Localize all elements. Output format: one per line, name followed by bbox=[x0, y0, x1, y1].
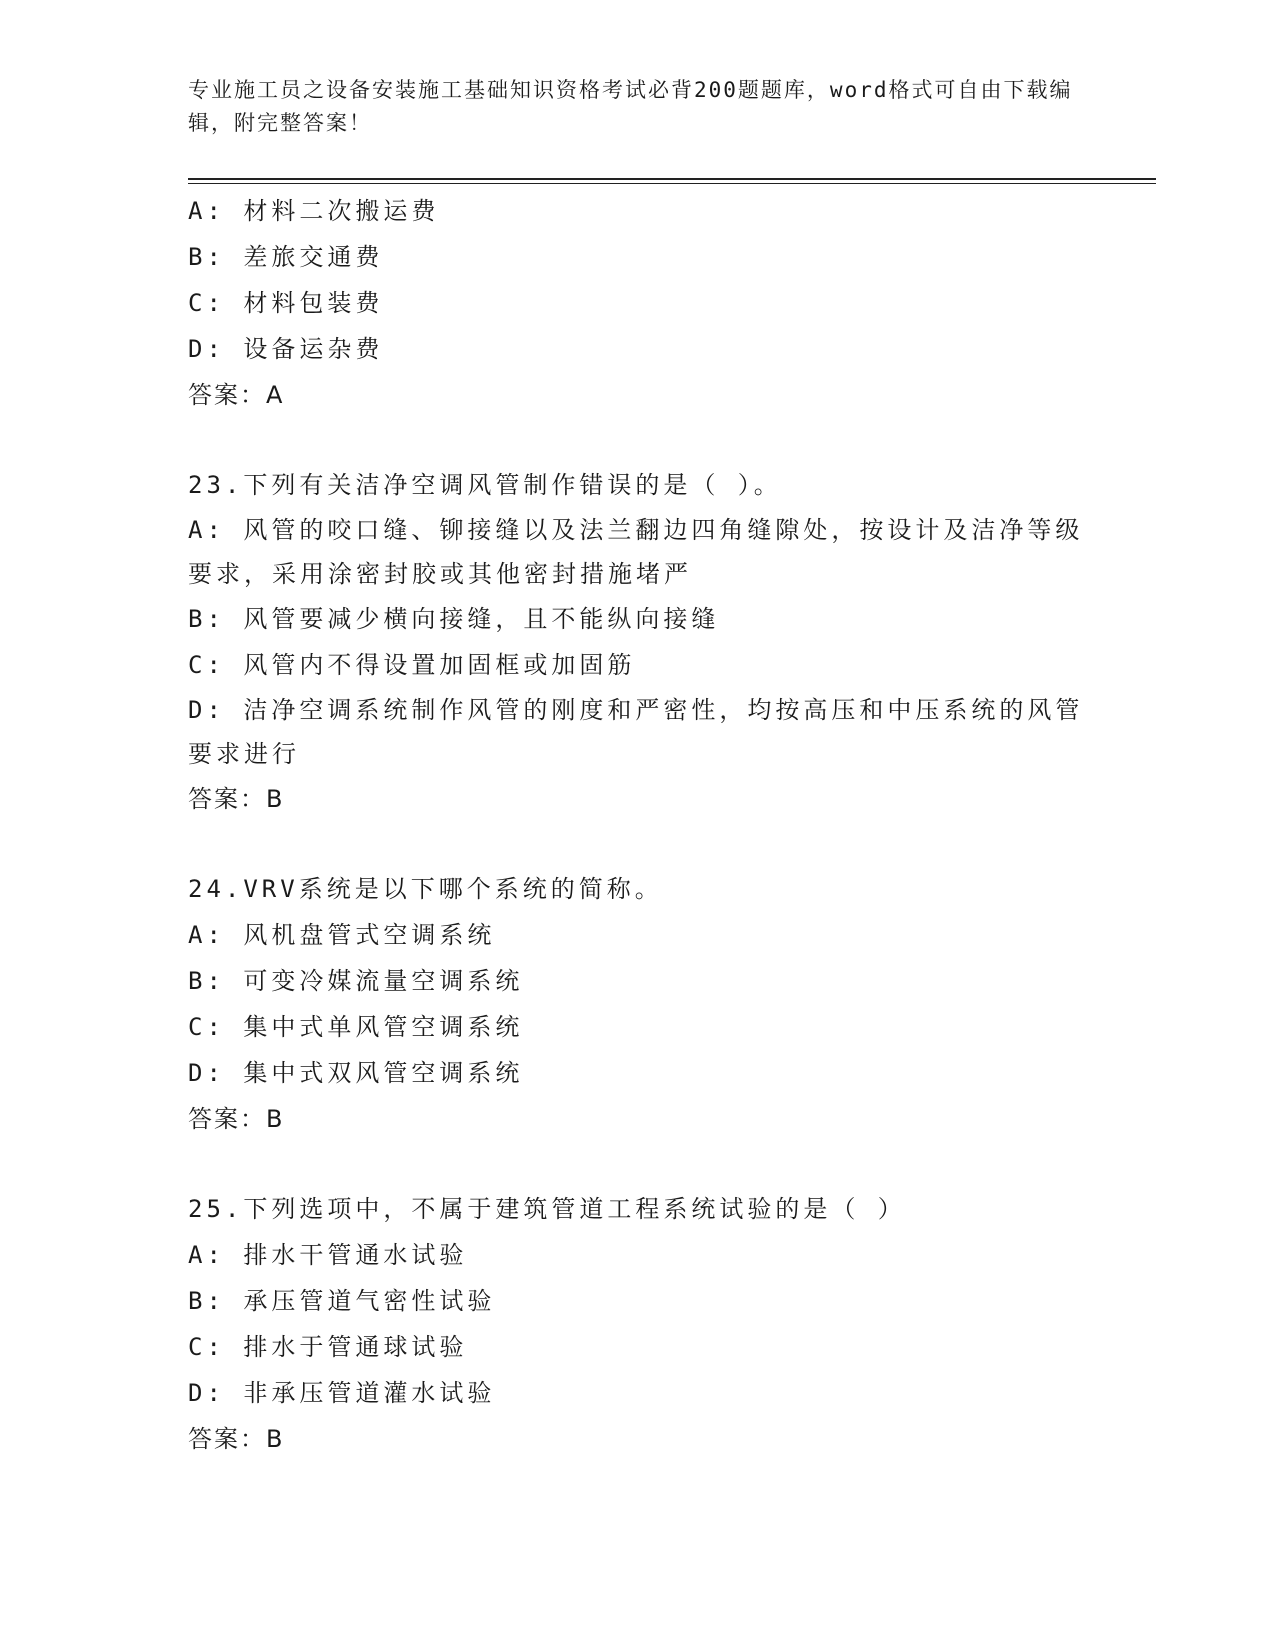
option-b: B: 风管要减少横向接缝，且不能纵向接缝 bbox=[188, 605, 720, 633]
question-stem: 25.下列选项中，不属于建筑管道工程系统试验的是（ ） bbox=[188, 1195, 906, 1223]
option-c: C: 排水于管通球试验 bbox=[188, 1333, 468, 1361]
option-d: D: 设备运杂费 bbox=[188, 335, 384, 363]
option-b: B: 差旅交通费 bbox=[188, 243, 384, 271]
option-d: D: 洁净空调系统制作风管的刚度和严密性，均按高压和中压系统的风管要求进行 bbox=[188, 696, 1084, 768]
option-c: C: 材料包装费 bbox=[188, 289, 384, 317]
question-25 bbox=[188, 1186, 1088, 1462]
question-24 bbox=[188, 866, 1088, 1142]
answer-line: 答案：A bbox=[188, 381, 285, 409]
answer-line: 答案：B bbox=[188, 1425, 285, 1453]
question-stem: 23.下列有关洁净空调风管制作错误的是（ ）。 bbox=[188, 471, 782, 499]
question-content bbox=[188, 188, 1088, 1462]
option-c: C: 集中式单风管空调系统 bbox=[188, 1013, 524, 1041]
option-b: B: 可变冷媒流量空调系统 bbox=[188, 967, 524, 995]
header-rule-thin bbox=[188, 183, 1156, 184]
option-a: A: 风机盘管式空调系统 bbox=[188, 921, 496, 949]
option-a: A: 材料二次搬运费 bbox=[188, 197, 440, 225]
option-a: A: 排水干管通水试验 bbox=[188, 1241, 468, 1269]
option-c: C: 风管内不得设置加固框或加固筋 bbox=[188, 651, 636, 679]
header-rule-thick bbox=[188, 178, 1156, 180]
option-a: A: 风管的咬口缝、铆接缝以及法兰翻边四角缝隙处，按设计及洁净等级要求，采用涂密封胶或其他密封措施堵严 bbox=[188, 516, 1084, 588]
question-stem: 24.VRV系统是以下哪个系统的简称。 bbox=[188, 875, 663, 903]
question-23 bbox=[188, 462, 1088, 822]
option-d: D: 非承压管道灌水试验 bbox=[188, 1379, 496, 1407]
answer-line: 答案：B bbox=[188, 1105, 285, 1133]
option-b: B: 承压管道气密性试验 bbox=[188, 1287, 496, 1315]
answer-line: 答案：B bbox=[188, 785, 285, 813]
option-d: D: 集中式双风管空调系统 bbox=[188, 1059, 524, 1087]
document-header: 专业施工员之设备安装施工基础知识资格考试必背200题题库，word格式可自由下载编辑，附完整答案！ bbox=[188, 78, 1073, 135]
question-22-continued bbox=[188, 188, 1088, 418]
